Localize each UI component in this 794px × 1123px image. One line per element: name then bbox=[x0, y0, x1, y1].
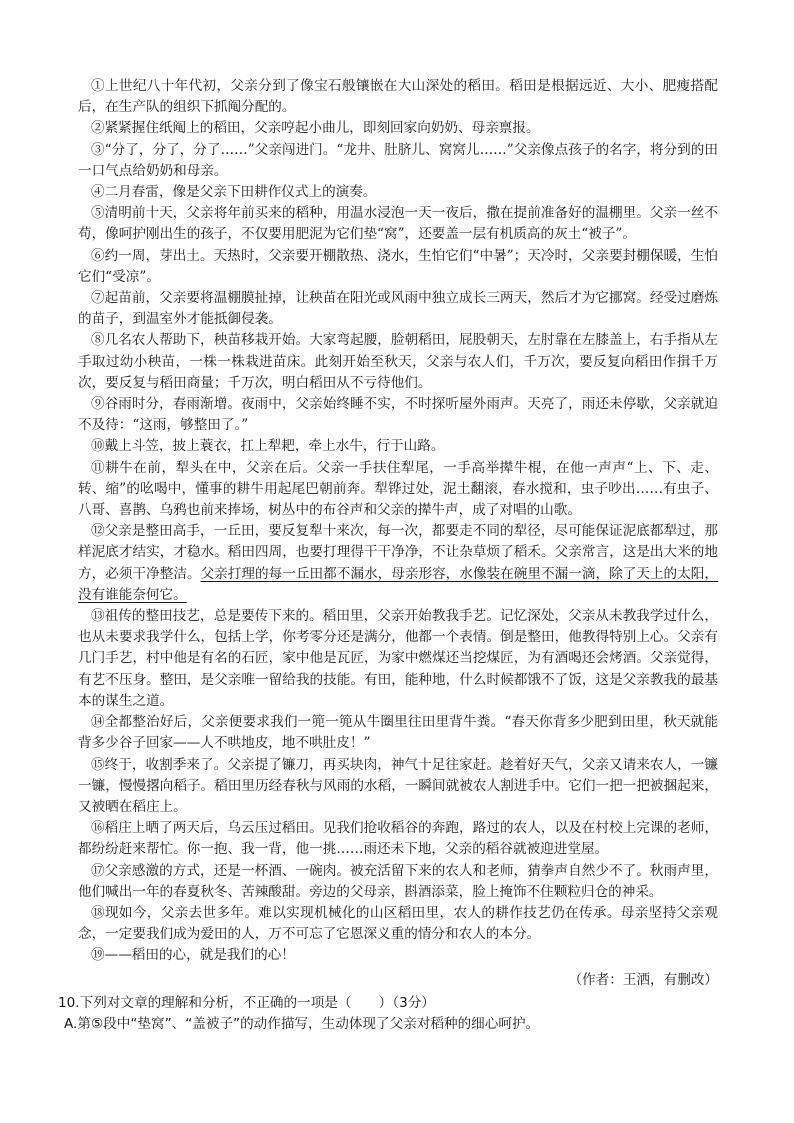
paragraph-number: ⑯ bbox=[91, 820, 105, 837]
paragraph-text: 终于，收割季来了。父亲提了镰刀，再买块肉，神气十足往家赶。趁着好天气，父亲又请来农人，一镰一镰，慢慢撂向稻子。稻田里历经春秋与风雨的水稻，一瞬间就被农人割进手中。它们一把一把被捆起来，又被晒在稻庄上。 bbox=[78, 756, 719, 815]
paragraph-text: 耕牛在前，犁头在中，父亲在后。父亲一手扶住犁尾，一手高举撵牛棍，在他一声声“上、下、走、转、缩”的吆喝中，懂事的耕牛用起尾巴朝前奔。犁铧过处，泥土翻滚，春水搅和，虫子吵出……有虫子、八哥、喜鹊、乌鸦也前来捧场，树丛中的布谷声和父亲的撵牛声，成了对唱的山歌。 bbox=[78, 459, 718, 519]
paragraph-text: 上世纪八十年代初，父亲分到了像宝石般镶嵌在大山深处的稻田。稻田是根据远近、大小、肥瘦搭配后，在生产队的组织下抓阄分配的。 bbox=[78, 78, 719, 116]
paragraph-number: ① bbox=[91, 78, 105, 94]
article bbox=[58, 76, 719, 1035]
paragraph-text: “分了，分了，分了……”父亲闯进门。“龙井、肚脐儿、窝窝儿……”父亲像点孩子的名字，将分到的田一口气点给奶奶和母亲。 bbox=[78, 141, 719, 179]
paragraph-text: 二月春雷，像是父亲下田耕作仪式上的演奏。 bbox=[104, 184, 377, 201]
option-a: A.第⑤段中“垫窝”、“盖被子”的动作描写，生动体现了父亲对稻种的细心呵护。 bbox=[64, 1015, 540, 1032]
paragraph bbox=[78, 606, 718, 712]
paragraph-text: 父亲感激的方式，还是一杯酒、一碗肉。被充活留下来的农人和老师，猜拳声自然少不了。秋雨声里，他们喊出一年的春夏秋冬、苦辣酸甜。旁边的父母亲，斟酒添菜，脸上掩饰不住颗粒归仓的神采。 bbox=[78, 862, 719, 900]
paragraph-number: ⑭ bbox=[91, 714, 105, 731]
paragraph-text: ——稻田的心，就是我们的心！ bbox=[104, 947, 295, 964]
author-credit: （作者：王洒，有删改） bbox=[568, 971, 718, 988]
paragraph-text: 父亲是整田高手，一丘田，要反复犁十来次，每一次，都要走不同的犁径，尽可能保证泥底都犁过，那样泥底才结实，才稳水。稻田四周，也要打理得干干净净，不让杂草烦了稻禾。父亲常言，这是出大米的地方，必须干净整洁。 bbox=[78, 523, 719, 582]
paragraph-text: 起苗前，父亲要将温棚膜扯掉，让秧苗在阳光或风雨中独立成长三两天，然后才为它挪窝。经受过磨炼的苗子，到温室外才能抵御侵袭。 bbox=[78, 290, 719, 328]
paragraph-number: ⑤ bbox=[91, 205, 105, 222]
paragraph-text: 现如今，父亲去世多年。难以实现机械化的山区稻田里，农人的耕作技艺仍在传承。母亲坚持父亲观念，一定要我们成为爱田的人，万不可忘了它恩深义重的情分和农人的本分。 bbox=[78, 904, 719, 943]
paragraph-number: ⑫ bbox=[91, 523, 105, 540]
paragraph-number: ⑦ bbox=[91, 290, 105, 307]
paragraph-text: 紧紧握住纸阄上的稻田，父亲哼起小曲儿，即刻回家向奶奶、母亲禀报。 bbox=[104, 120, 540, 137]
paragraph bbox=[78, 436, 718, 457]
paragraph bbox=[78, 521, 718, 606]
paragraph-number: ⑮ bbox=[91, 756, 105, 773]
paragraph-text: 约一周，芽出土。天热时，父亲要开棚散热、浇水，生怕它们“中暑”；天冷时，父亲要封棚保暖，生怕它们“受凉”。 bbox=[78, 247, 718, 285]
paragraph-text: 几名农人帮助下，秧苗移栽开始。大家弯起腰，脸朝稻田，屁股朝天，左肘靠在左膝盖上，右手指从左手取过幼小秧苗，一株一株栽进苗床。此刻开始至秋天，父亲与农人们，千万次，要反复向稻田作揖千万次，要反复与稻田商量；千万次，明白稻田从不亏待他们。 bbox=[78, 332, 719, 391]
paragraph-number: ⑱ bbox=[91, 904, 105, 921]
paragraph-text: 清明前十天，父亲将年前买来的稻种，用温水浸泡一天一夜后，撒在提前准备好的温棚里。父亲一丝不苟，像呵护刚出生的孩子，不仅要用肥泥为它们垫“窝”，还要盖一层有机质高的灰土“被子”。 bbox=[78, 205, 719, 243]
paragraph bbox=[78, 330, 718, 394]
paragraph-number: ⑰ bbox=[91, 862, 105, 879]
paragraph bbox=[78, 903, 718, 945]
paragraph bbox=[78, 712, 718, 754]
paragraph-text: 全都整治好后，父亲便要求我们一篼一篼从牛圈里往田里背牛粪。“春天你背多少肥到田里，秋天就能背多少谷子回家——人不哄地皮，地不哄肚皮！” bbox=[78, 714, 718, 752]
paragraph bbox=[78, 755, 718, 819]
paragraph bbox=[78, 394, 718, 436]
paragraph bbox=[78, 140, 718, 182]
paragraph-number: ② bbox=[91, 120, 105, 137]
paragraph-text: 谷雨时分，春雨渐增。夜雨中，父亲始终睡不实，不时探听屋外雨声。天亮了，雨还未停歇，父亲就迫不及待：“这雨，够整田了。” bbox=[78, 396, 719, 434]
paragraph-text: 戴上斗笠，披上蓑衣，扛上犁耙，牵上水牛，行于山路。 bbox=[104, 438, 445, 455]
paragraph bbox=[78, 118, 718, 139]
paragraph-number: ⑲ bbox=[91, 947, 105, 964]
paragraph bbox=[78, 458, 718, 522]
paragraph-number: ⑥ bbox=[91, 247, 105, 264]
article-body bbox=[78, 76, 718, 967]
paragraph bbox=[78, 818, 718, 860]
paragraph bbox=[78, 288, 718, 330]
question-stem: 10.下列对文章的理解和分析，不正确的一项是（ ）（3分） bbox=[58, 994, 435, 1011]
paragraph bbox=[78, 861, 718, 903]
paragraph bbox=[78, 246, 718, 288]
paragraph bbox=[78, 203, 718, 245]
paragraph-number: ④ bbox=[91, 184, 105, 201]
paragraph-number: ⑨ bbox=[91, 396, 105, 413]
paragraph-number: ③ bbox=[91, 141, 105, 158]
paragraph-number: ⑧ bbox=[91, 332, 105, 349]
paragraph-number: ⑩ bbox=[91, 438, 105, 455]
paragraph-text: 祖传的整田技艺，总是要传下来的。稻田里，父亲开始教我手艺。记忆深处，父亲从未教我学过什么，也从未要求我学什么，包括上学，你考零分还是满分，他都一个表情。倒是整田，他教得特别上心。父亲有几门手艺，村中他是有名的石匠，家中他是瓦匠，为家中燃煤还当挖煤匠，为有酒喝还会烤酒。父亲觉得，有艺不压身。整田，是父亲唯一留给我的技能。有田，能种地，什么时候都饿不了饭，这是父亲教我的最基本的谋生之道。 bbox=[78, 608, 719, 709]
underlined-sentence: 父亲打理的每一丘田都不漏水，母亲形容，水像装在碗里不漏一滴，除了天上的太阳，没有谁能奈何它。 bbox=[78, 565, 719, 603]
paragraph bbox=[78, 76, 718, 118]
paragraph bbox=[78, 182, 718, 203]
paragraph-text: 稻庄上晒了两天后，乌云压过稻田。见我们抢收稻谷的奔跑，路过的农人，以及在村校上完课的老师，都纷纷赶来帮忙。你一抱、我一背，他一挑……雨还未下地，父亲的稻谷就被迎进堂屋。 bbox=[78, 820, 719, 858]
paragraph-number: ⑬ bbox=[91, 608, 105, 625]
paragraph bbox=[78, 945, 718, 966]
paragraph-number: ⑪ bbox=[91, 459, 106, 476]
